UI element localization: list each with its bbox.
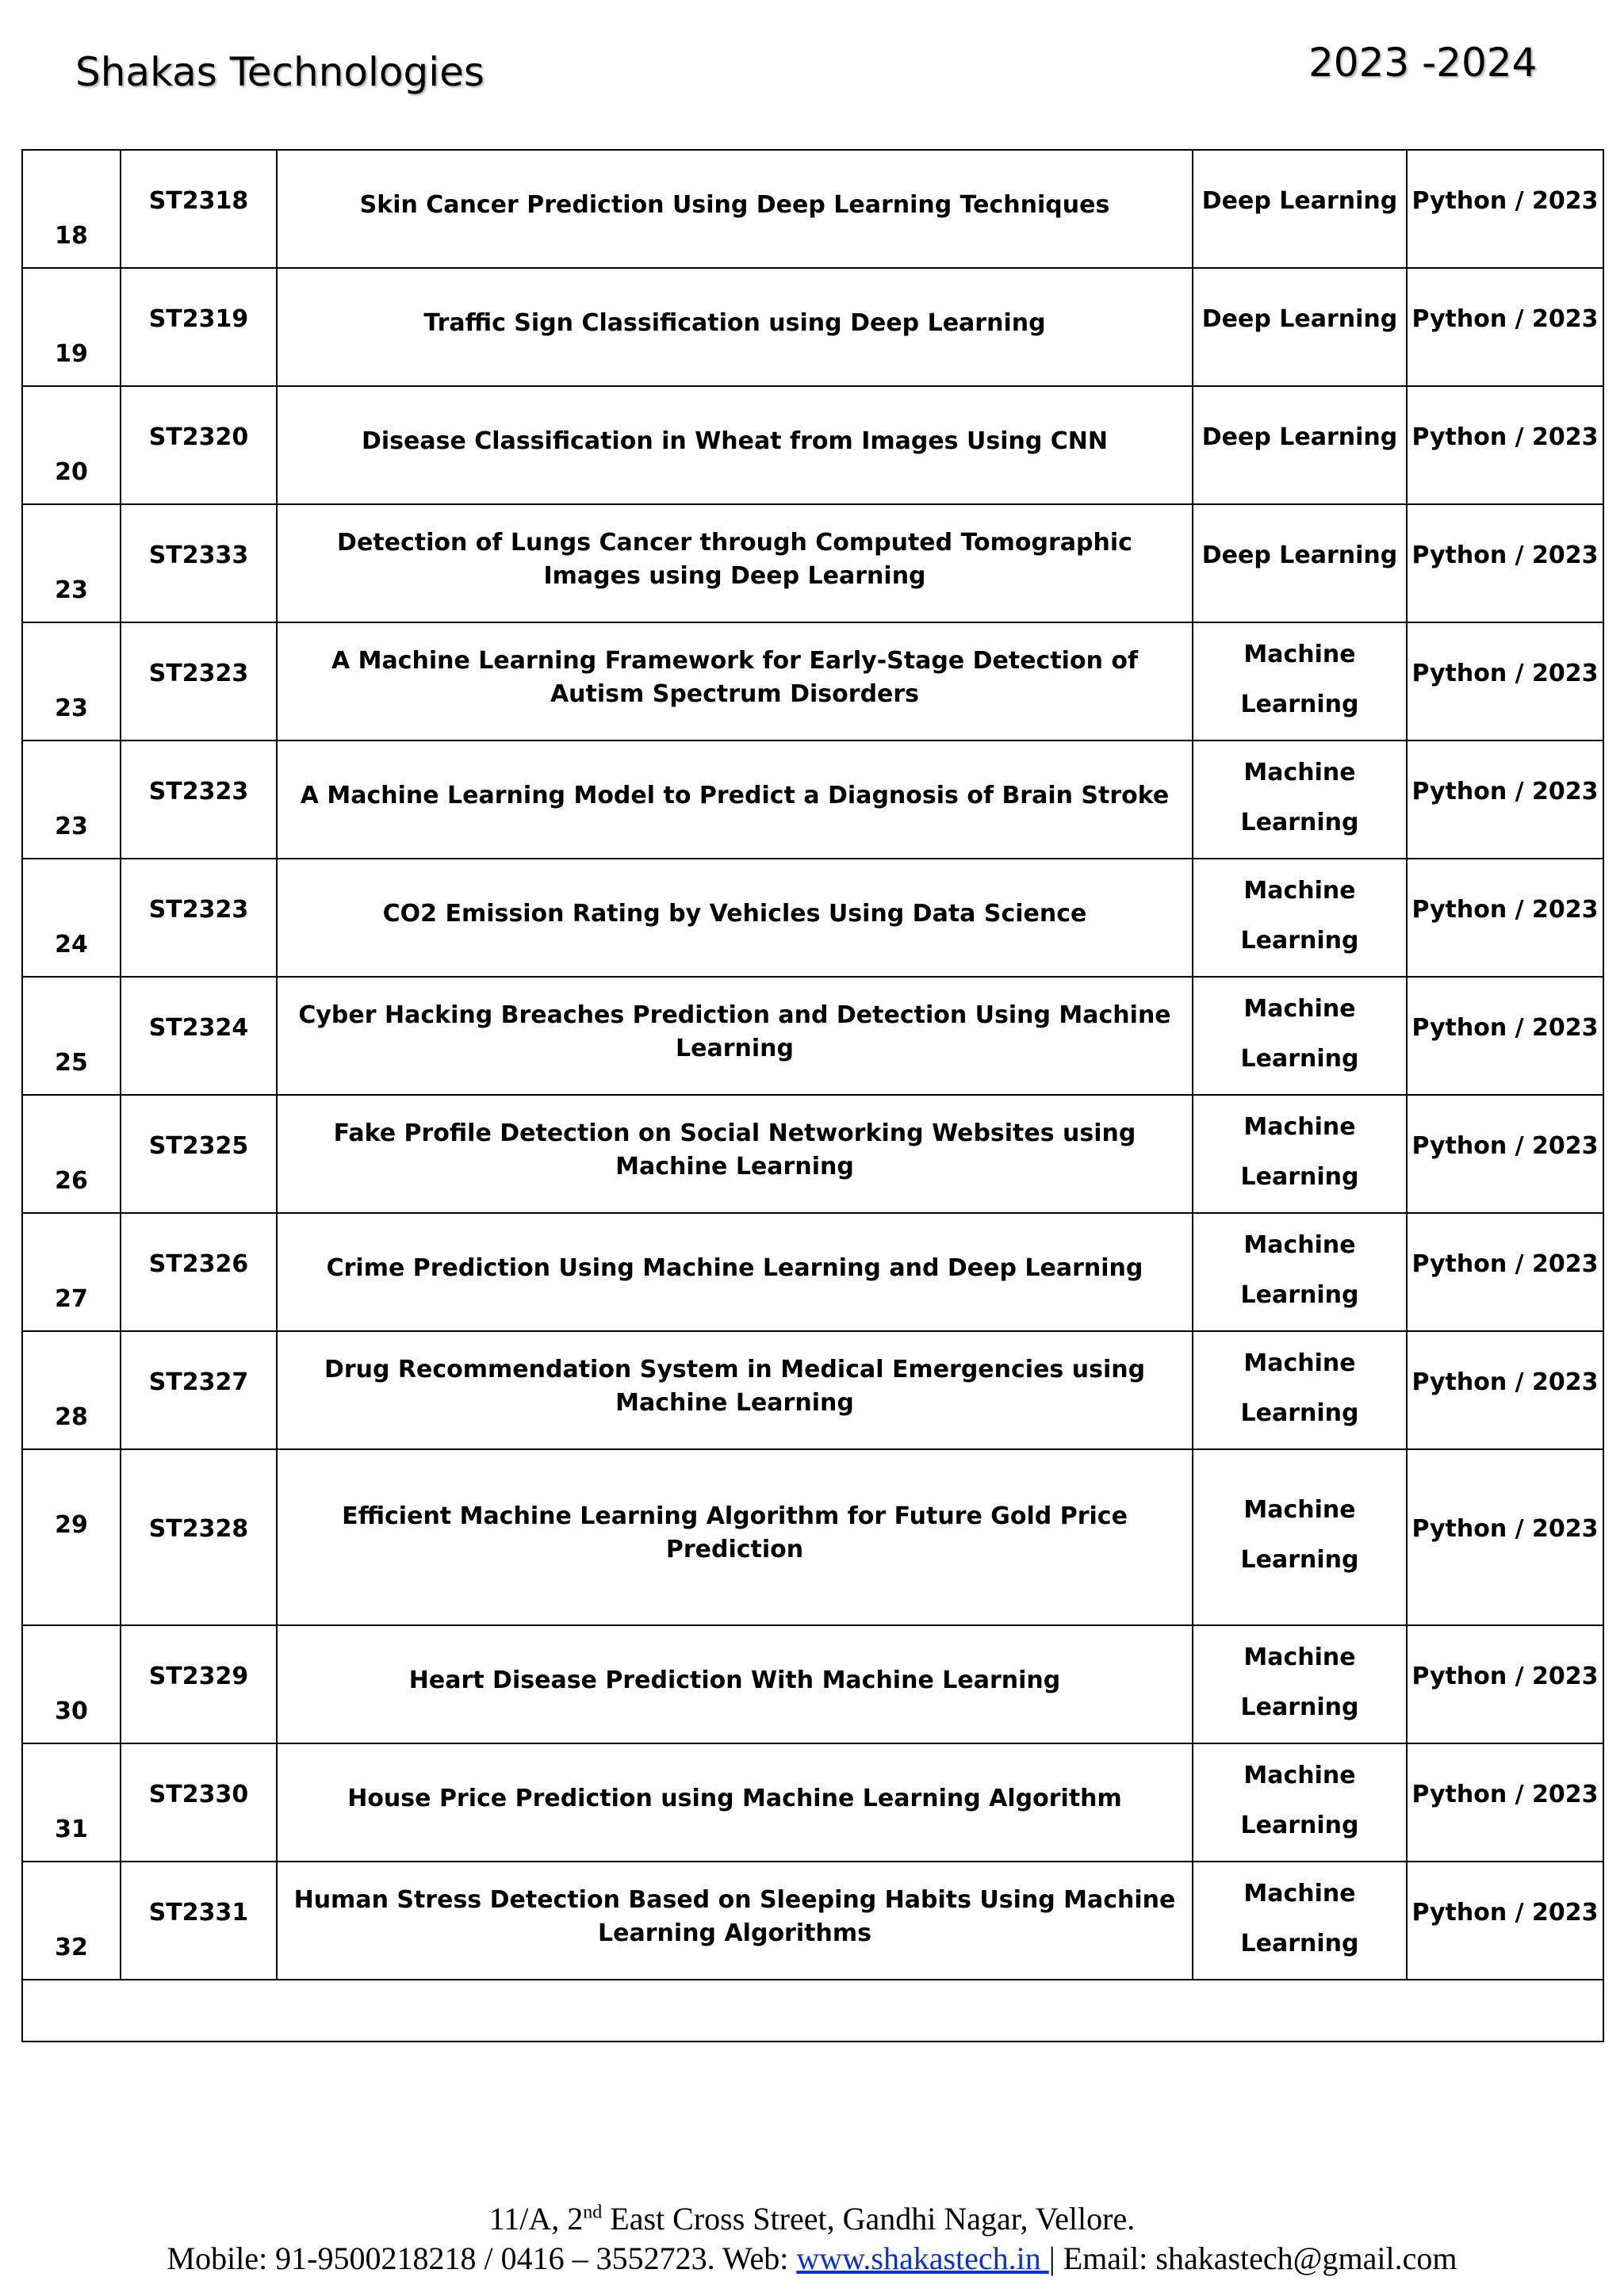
table-row	[22, 1625, 1603, 1743]
serial-number-cell: 23	[22, 622, 121, 740]
language-year-cell: Python / 2023	[1407, 1743, 1603, 1862]
project-title-cell: Efficient Machine Learning Algorithm for Future Gold Price Prediction	[277, 1449, 1193, 1625]
project-code-cell: ST2323	[121, 622, 277, 740]
project-title-cell: A Machine Learning Framework for Early-Stage Detection of Autism Spectrum Disorders	[277, 622, 1193, 740]
project-title-cell: CO2 Emission Rating by Vehicles Using Data Science	[277, 859, 1193, 977]
project-title-cell: Cyber Hacking Breaches Prediction and Detection Using Machine Learning	[277, 977, 1193, 1095]
domain-cell: Machine Learning	[1193, 1862, 1407, 1980]
serial-number-cell: 19	[22, 268, 121, 386]
domain-cell: Deep Learning	[1193, 386, 1407, 504]
domain-cell: Deep Learning	[1193, 268, 1407, 386]
domain-cell: Machine Learning	[1193, 1743, 1407, 1862]
empty-cell	[22, 1980, 1603, 2042]
serial-number-cell: 24	[22, 859, 121, 977]
serial-number-cell: 28	[22, 1331, 121, 1449]
serial-number-cell: 25	[22, 977, 121, 1095]
language-year-cell: Python / 2023	[1407, 977, 1603, 1095]
company-name: Shakas Technologies	[75, 49, 485, 95]
table-row	[22, 740, 1603, 859]
domain-cell: Machine Learning	[1193, 1213, 1407, 1331]
project-code-cell: ST2325	[121, 1095, 277, 1213]
project-code-cell: ST2323	[121, 740, 277, 859]
footer-contact	[0, 2240, 1624, 2277]
contact-email: | Email: shakastech@gmail.com	[1048, 2241, 1457, 2276]
website-link[interactable]: www.shakastech.in	[796, 2241, 1049, 2276]
domain-cell: Machine Learning	[1193, 622, 1407, 740]
serial-number-cell: 23	[22, 740, 121, 859]
language-year-cell: Python / 2023	[1407, 1449, 1603, 1625]
project-title-cell: Heart Disease Prediction With Machine Learning	[277, 1625, 1193, 1743]
project-table	[21, 149, 1604, 2042]
language-year-cell: Python / 2023	[1407, 386, 1603, 504]
serial-number-cell: 26	[22, 1095, 121, 1213]
table-row	[22, 977, 1603, 1095]
empty-row	[22, 1980, 1603, 2042]
language-year-cell: Python / 2023	[1407, 504, 1603, 622]
serial-number-cell: 30	[22, 1625, 121, 1743]
project-title-cell: A Machine Learning Model to Predict a Diagnosis of Brain Stroke	[277, 740, 1193, 859]
project-code-cell: ST2329	[121, 1625, 277, 1743]
table-row	[22, 1213, 1603, 1331]
table-row	[22, 1331, 1603, 1449]
project-title-cell: Fake Profile Detection on Social Networking Websites using Machine Learning	[277, 1095, 1193, 1213]
table-row	[22, 1862, 1603, 1980]
project-code-cell: ST2333	[121, 504, 277, 622]
project-code-cell: ST2330	[121, 1743, 277, 1862]
project-title-cell: Human Stress Detection Based on Sleeping Habits Using Machine Learning Algorithms	[277, 1862, 1193, 1980]
serial-number-cell: 18	[22, 150, 121, 268]
language-year-cell: Python / 2023	[1407, 1625, 1603, 1743]
contact-phone: Mobile: 91-9500218218 / 0416 – 3552723. Web:	[167, 2241, 797, 2276]
language-year-cell: Python / 2023	[1407, 268, 1603, 386]
project-title-cell: Traffic Sign Classification using Deep Learning	[277, 268, 1193, 386]
project-title-cell: Skin Cancer Prediction Using Deep Learning Techniques	[277, 150, 1193, 268]
serial-number-cell: 32	[22, 1862, 121, 1980]
language-year-cell: Python / 2023	[1407, 1213, 1603, 1331]
project-code-cell: ST2319	[121, 268, 277, 386]
table-row	[22, 1743, 1603, 1862]
address-text-rest: East Cross Street, Gandhi Nagar, Vellore.	[602, 2201, 1136, 2237]
domain-cell: Machine Learning	[1193, 1625, 1407, 1743]
project-title-cell: Crime Prediction Using Machine Learning and Deep Learning	[277, 1213, 1193, 1331]
project-code-cell: ST2327	[121, 1331, 277, 1449]
language-year-cell: Python / 2023	[1407, 1862, 1603, 1980]
domain-cell: Deep Learning	[1193, 150, 1407, 268]
table-row	[22, 386, 1603, 504]
project-code-cell: ST2331	[121, 1862, 277, 1980]
table-row	[22, 859, 1603, 977]
table-row	[22, 504, 1603, 622]
domain-cell: Machine Learning	[1193, 740, 1407, 859]
project-title-cell: Detection of Lungs Cancer through Computed Tomographic Images using Deep Learning	[277, 504, 1193, 622]
project-code-cell: ST2318	[121, 150, 277, 268]
domain-cell: Machine Learning	[1193, 1449, 1407, 1625]
language-year-cell: Python / 2023	[1407, 1331, 1603, 1449]
address-ordinal: nd	[583, 2202, 603, 2223]
serial-number-cell: 31	[22, 1743, 121, 1862]
project-code-cell: ST2326	[121, 1213, 277, 1331]
language-year-cell: Python / 2023	[1407, 1095, 1603, 1213]
domain-cell: Machine Learning	[1193, 977, 1407, 1095]
address-text: 11/A, 2	[488, 2201, 584, 2237]
serial-number-cell: 27	[22, 1213, 121, 1331]
footer-address	[0, 2200, 1624, 2237]
language-year-cell: Python / 2023	[1407, 622, 1603, 740]
table-row	[22, 1449, 1603, 1625]
table-row	[22, 1095, 1603, 1213]
serial-number-cell: 20	[22, 386, 121, 504]
table-row	[22, 622, 1603, 740]
language-year-cell: Python / 2023	[1407, 740, 1603, 859]
project-title-cell: Drug Recommendation System in Medical Emergencies using Machine Learning	[277, 1331, 1193, 1449]
domain-cell: Deep Learning	[1193, 504, 1407, 622]
language-year-cell: Python / 2023	[1407, 150, 1603, 268]
domain-cell: Machine Learning	[1193, 859, 1407, 977]
serial-number-cell: 29	[22, 1449, 121, 1625]
table-row	[22, 150, 1603, 268]
project-title-cell: House Price Prediction using Machine Learning Algorithm	[277, 1743, 1193, 1862]
project-title-cell: Disease Classification in Wheat from Images Using CNN	[277, 386, 1193, 504]
project-code-cell: ST2328	[121, 1449, 277, 1625]
project-code-cell: ST2320	[121, 386, 277, 504]
domain-cell: Machine Learning	[1193, 1095, 1407, 1213]
project-code-cell: ST2324	[121, 977, 277, 1095]
project-code-cell: ST2323	[121, 859, 277, 977]
domain-cell: Machine Learning	[1193, 1331, 1407, 1449]
language-year-cell: Python / 2023	[1407, 859, 1603, 977]
academic-year: 2023 -2024	[1308, 40, 1538, 86]
table-row	[22, 268, 1603, 386]
serial-number-cell: 23	[22, 504, 121, 622]
